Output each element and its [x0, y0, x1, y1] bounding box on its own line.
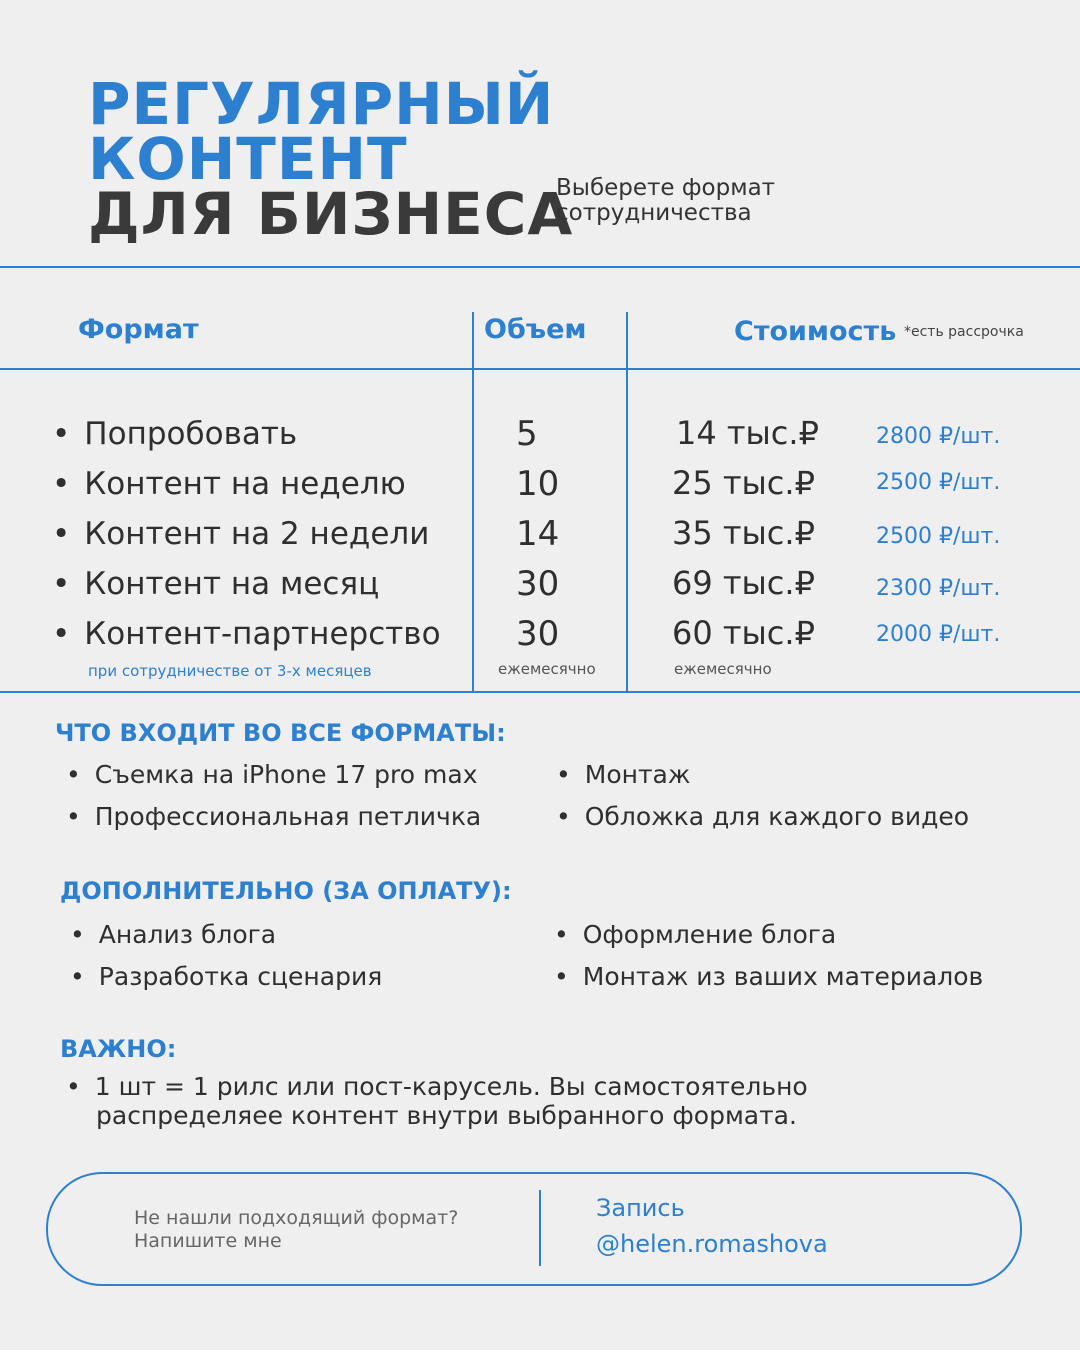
title-line-2: КОНТЕНТ: [88, 125, 408, 193]
price-monthly-note: ежемесячно: [674, 660, 772, 678]
table-cell-per-piece: 2300 ₽/шт.: [876, 576, 1001, 601]
table-cell-price: 35 тыс.₽: [672, 514, 815, 552]
column-header-volume: Объем: [484, 314, 587, 345]
table-row-format: • Попробовать: [52, 416, 298, 452]
table-row-format: • Контент-партнерство: [52, 616, 441, 652]
table-cell-per-piece: 2500 ₽/шт.: [876, 524, 1001, 549]
list-item: • Оформление блога: [554, 920, 837, 949]
table-cell-volume: 10: [516, 464, 560, 504]
included-title: ЧТО ВХОДИТ ВО ВСЕ ФОРМАТЫ:: [55, 719, 506, 747]
contact-handle-link[interactable]: @helen.romashova: [596, 1230, 828, 1258]
partner-note: при сотрудничестве от 3-х месяцев: [88, 662, 372, 680]
extra-title: ДОПОЛНИТЕЛЬНО (ЗА ОПЛАТУ):: [60, 877, 512, 905]
list-item: • Анализ блога: [70, 920, 277, 949]
list-item: • Обложка для каждого видео: [556, 802, 970, 831]
installment-note: *есть рассрочка: [904, 324, 1024, 340]
table-row-format: • Контент на неделю: [52, 466, 406, 502]
list-item: • Монтаж из ваших материалов: [554, 962, 984, 991]
contact-card: [46, 1172, 1022, 1286]
table-cell-volume: 30: [516, 564, 560, 604]
table-head-divider: [0, 368, 1080, 370]
list-item: • Съемка на iPhone 17 pro max: [66, 760, 478, 789]
table-row-format: • Контент на месяц: [52, 566, 380, 602]
table-row-format: • Контент на 2 недели: [52, 516, 430, 552]
table-cell-price: 25 тыс.₽: [672, 464, 815, 502]
title-line-3: ДЛЯ БИЗНЕСА: [88, 180, 574, 248]
table-cell-volume: 14: [516, 514, 560, 554]
column-header-format: Формат: [78, 314, 199, 345]
contact-cta: Запись: [596, 1194, 685, 1222]
column-divider-1: [472, 312, 474, 692]
important-line-2: распределяее контент внутри выбранного формата.: [96, 1101, 797, 1130]
table-cell-volume: 30: [516, 614, 560, 654]
title-line-1: РЕГУЛЯРНЫЙ: [88, 70, 555, 138]
table-cell-price: 14 тыс.₽: [676, 414, 819, 452]
important-title: ВАЖНО:: [60, 1035, 177, 1063]
contact-question-line-2: Напишите мне: [134, 1230, 282, 1252]
list-item: • Монтаж: [556, 760, 691, 789]
column-header-price: Стоимость: [734, 316, 897, 347]
list-item: • Разработка сценария: [70, 962, 383, 991]
list-item: • Профессиональная петличка: [66, 802, 482, 831]
subtitle-line-2: сотрудничества: [556, 200, 752, 226]
table-bottom-divider: [0, 691, 1080, 693]
table-cell-per-piece: 2500 ₽/шт.: [876, 470, 1001, 495]
table-cell-volume: 5: [516, 414, 538, 454]
table-cell-price: 69 тыс.₽: [672, 564, 815, 602]
important-line-1: • 1 шт = 1 рилс или пост-карусель. Вы самостоятельно: [66, 1072, 808, 1101]
volume-monthly-note: ежемесячно: [498, 660, 596, 678]
contact-divider: [539, 1190, 541, 1266]
table-cell-per-piece: 2800 ₽/шт.: [876, 424, 1001, 449]
table-cell-per-piece: 2000 ₽/шт.: [876, 622, 1001, 647]
contact-question-line-1: Не нашли подходящий формат?: [134, 1207, 459, 1229]
header-divider: [0, 266, 1080, 268]
table-cell-price: 60 тыс.₽: [672, 614, 815, 652]
subtitle-line-1: Выберете формат: [556, 175, 776, 201]
column-divider-2: [626, 312, 628, 692]
